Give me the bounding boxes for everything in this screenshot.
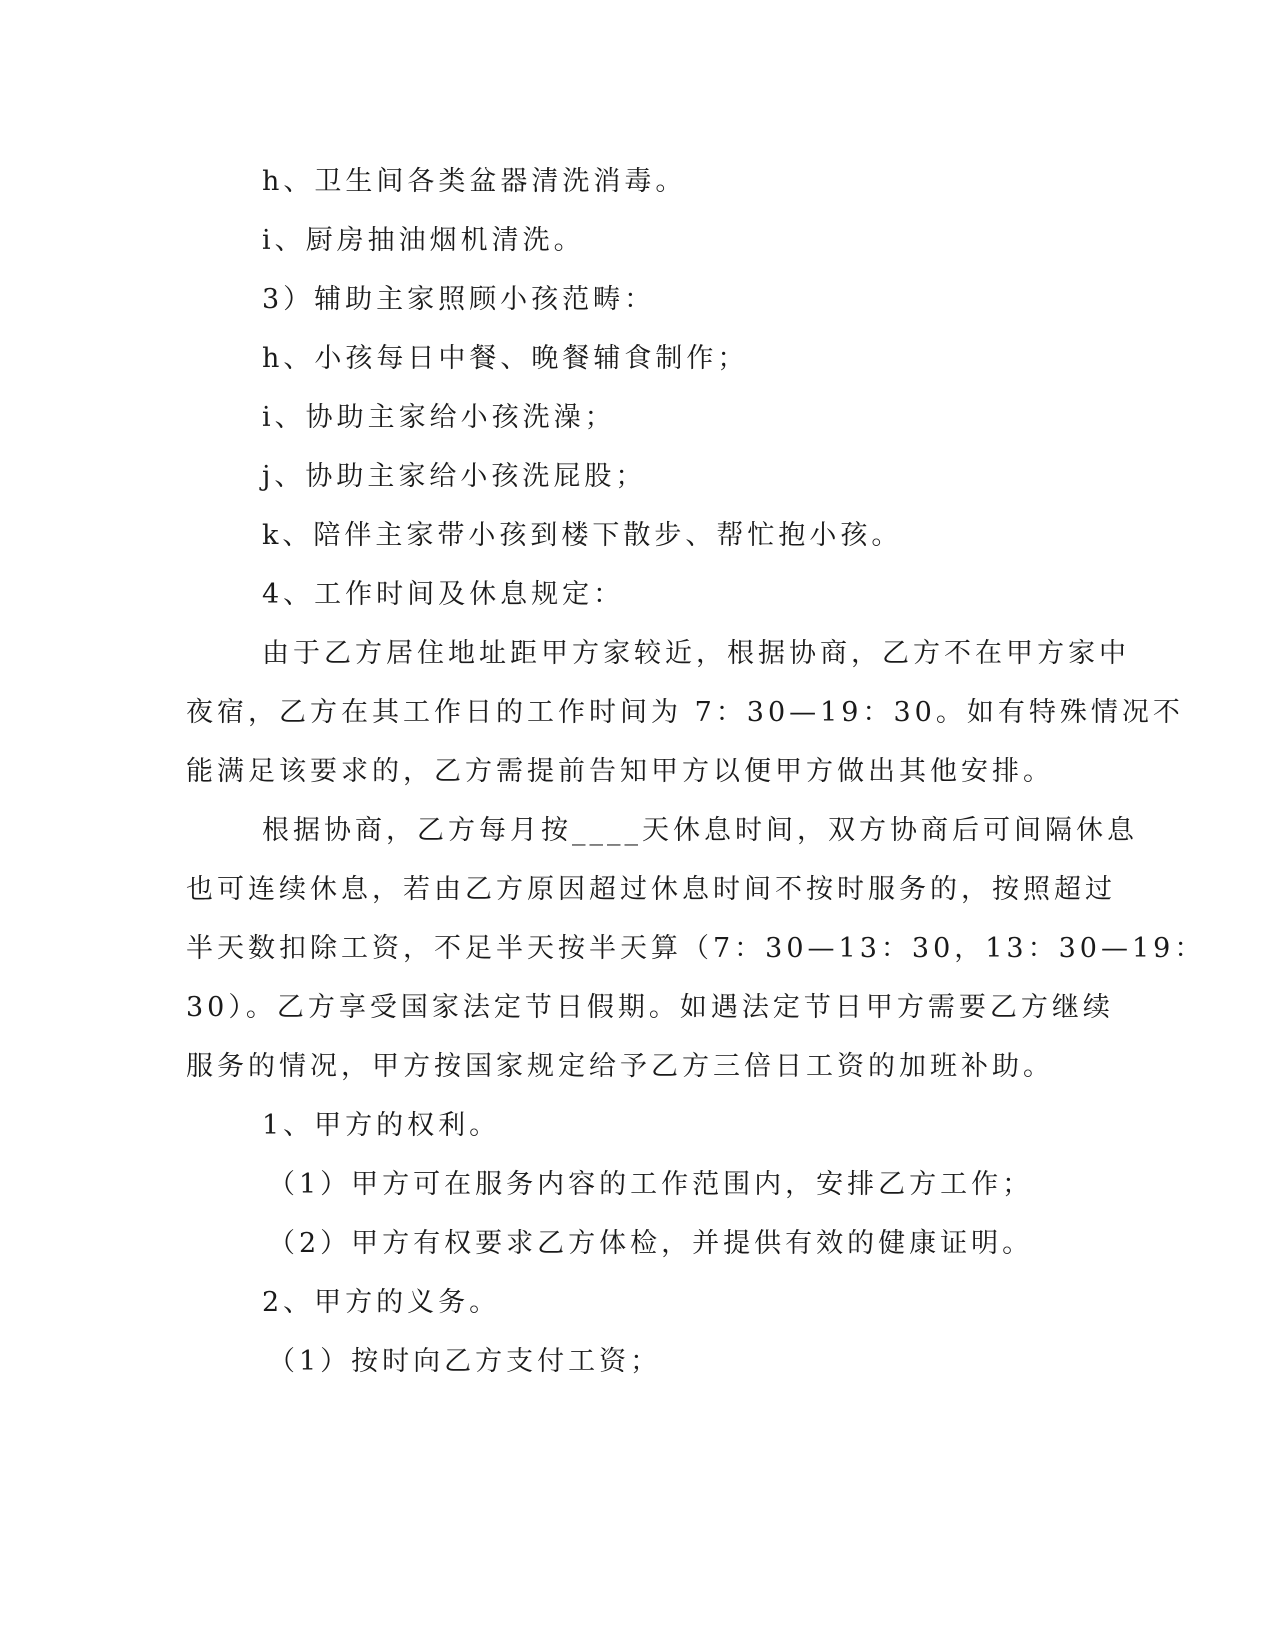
- paragraph-line: 能满足该要求的，乙方需提前告知甲方以便甲方做出其他安排。: [186, 756, 1054, 787]
- paragraph-line: 服务的情况，甲方按国家规定给予乙方三倍日工资的加班补助。: [186, 1051, 1054, 1082]
- section-heading-party-a-rights: 1、甲方的权利。: [262, 1110, 501, 1141]
- list-item-duty-1: （1）按时向乙方支付工资；: [268, 1346, 662, 1377]
- paragraph-line: 半天数扣除工资，不足半天按半天算（7：30—13：30，13：30—19：: [186, 933, 1206, 964]
- list-item-right-2: （2）甲方有权要求乙方体检，并提供有效的健康证明。: [268, 1228, 1034, 1259]
- section-heading-party-a-duties: 2、甲方的义务。: [262, 1287, 501, 1318]
- paragraph-line: 由于乙方居住地址距甲方家较近，根据协商，乙方不在甲方家中: [262, 638, 1130, 669]
- paragraph-line: 夜宿，乙方在其工作日的工作时间为 7：30—19：30。如有特殊情况不: [186, 697, 1184, 728]
- paragraph-line: 30）。乙方享受国家法定节日假期。如遇法定节日甲方需要乙方继续: [186, 992, 1114, 1023]
- list-item-right-1: （1）甲方可在服务内容的工作范围内，安排乙方工作；: [268, 1169, 1034, 1200]
- list-item-i-bath: i、协助主家给小孩洗澡；: [262, 402, 616, 433]
- list-item-h-meals: h、小孩每日中餐、晚餐辅食制作；: [262, 343, 749, 374]
- section-heading-work-hours: 4、工作时间及休息规定：: [262, 579, 625, 610]
- section-heading-childcare: 3）辅助主家照顾小孩范畴：: [262, 284, 656, 315]
- paragraph-line: 根据协商，乙方每月按____天休息时间，双方协商后可间隔休息: [262, 815, 1138, 846]
- list-item-j-wash: j、协助主家给小孩洗屁股；: [262, 461, 647, 492]
- list-item-k-walk: k、陪伴主家带小孩到楼下散步、帮忙抱小孩。: [262, 520, 903, 551]
- list-item-i-kitchen: i、厨房抽油烟机清洗。: [262, 225, 585, 256]
- paragraph-line: 也可连续休息，若由乙方原因超过休息时间不按时服务的，按照超过: [186, 874, 1116, 905]
- list-item-h-bathroom: h、卫生间各类盆器清洗消毒。: [262, 166, 687, 197]
